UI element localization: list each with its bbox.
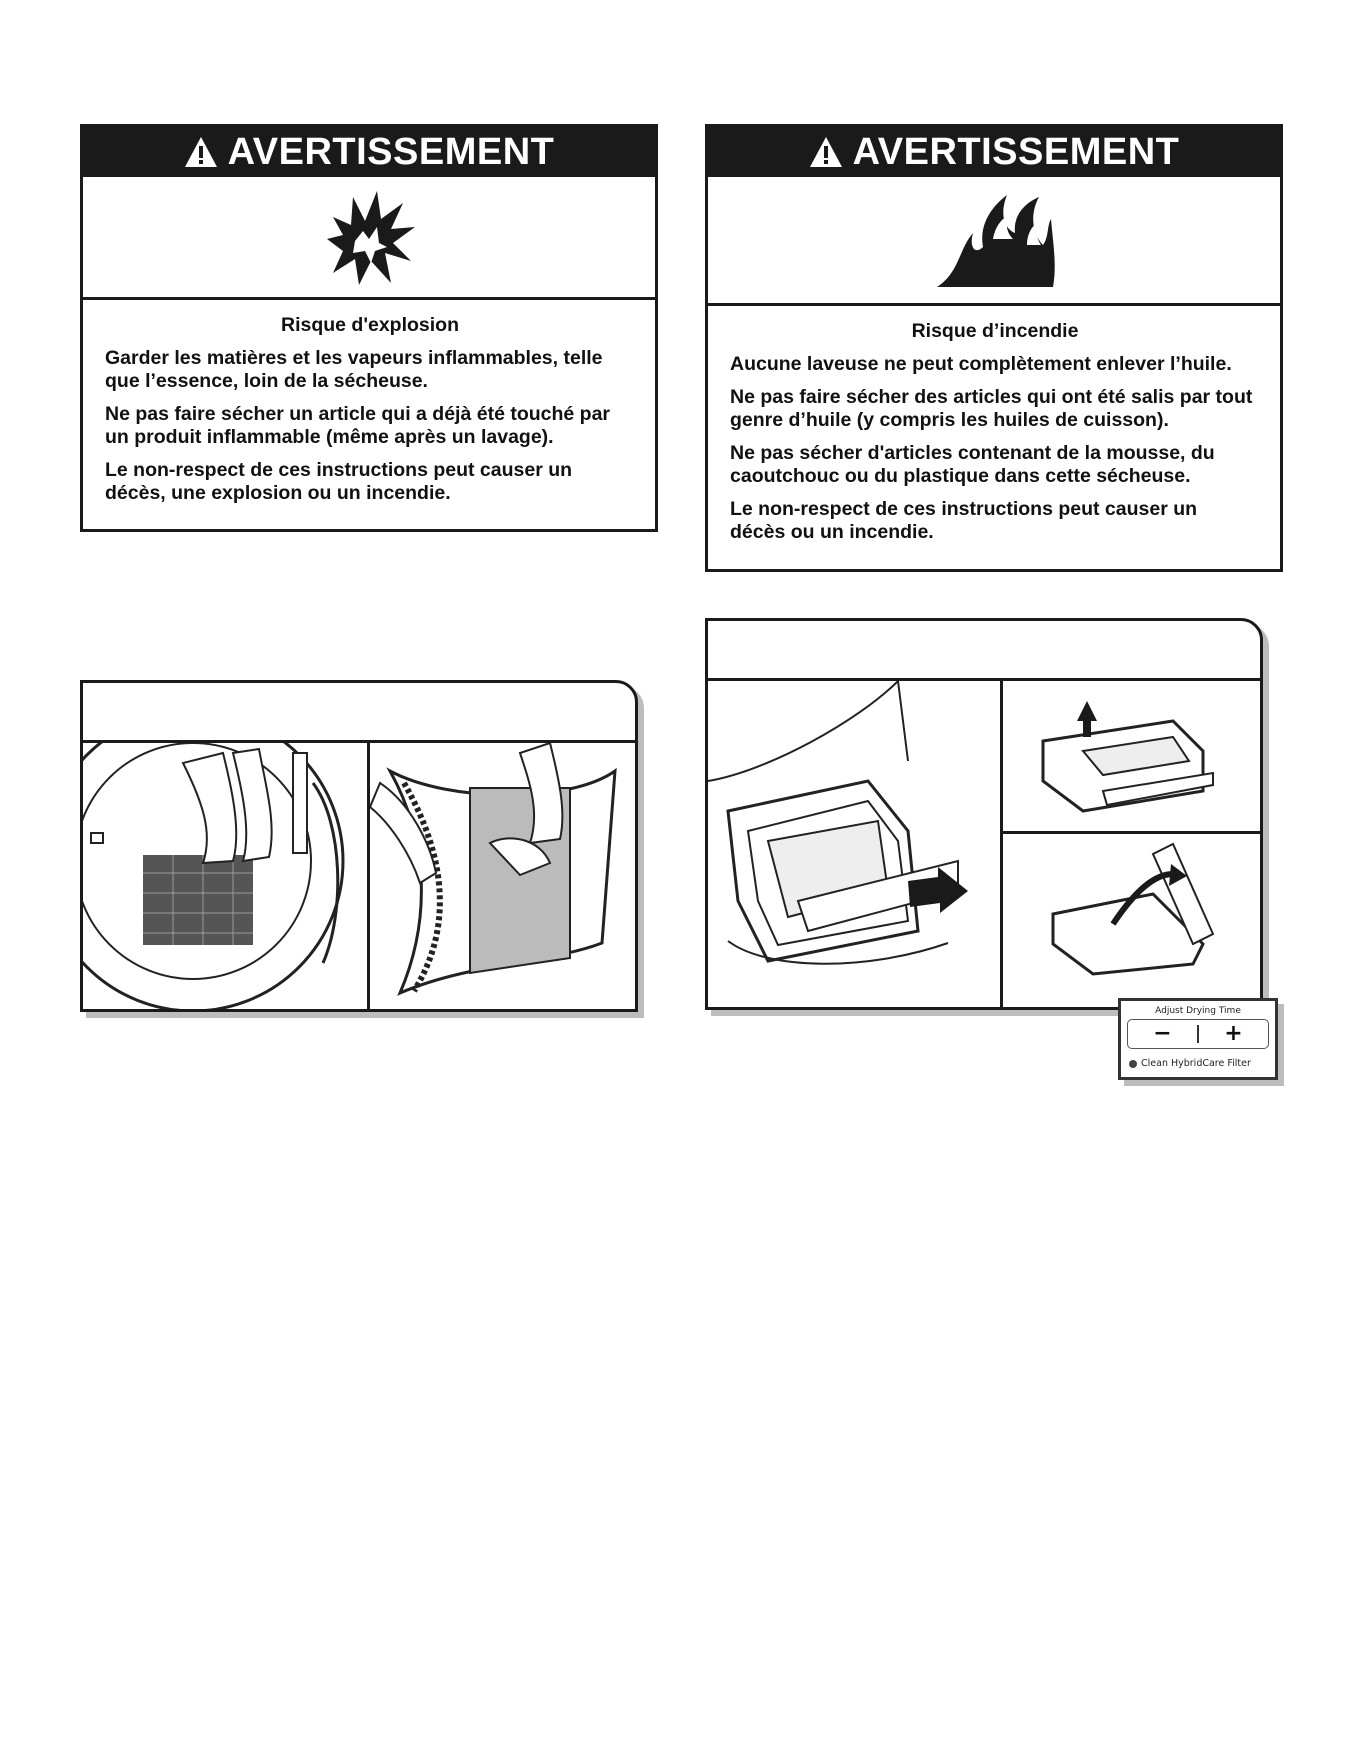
filter-open-image bbox=[1003, 834, 1260, 1007]
filter-lift-image bbox=[1003, 681, 1260, 834]
warning-paragraph: Le non-respect de ces instructions peut causer un décès, une explosion ou un incendie. bbox=[105, 459, 573, 504]
drying-time-buttons bbox=[1127, 1019, 1269, 1049]
adjust-drying-time-label: Adjust Drying Time bbox=[1155, 1006, 1241, 1016]
fire-icon bbox=[929, 185, 1059, 295]
explosion-icon bbox=[319, 187, 419, 287]
warning-title: AVERTISSEMENT bbox=[227, 130, 555, 173]
warning-box-fire bbox=[705, 124, 1283, 572]
warning-box-explosion bbox=[80, 124, 658, 532]
warning-header bbox=[708, 127, 1280, 177]
warning-paragraph: Ne pas faire sécher des articles qui ont été salis par tout genre d’huile (y compris les huiles de cuisson). bbox=[730, 386, 1253, 431]
hybridcare-filter-illustration-panel bbox=[705, 618, 1263, 1010]
control-panel-inset bbox=[1118, 998, 1278, 1080]
minus-button[interactable]: − bbox=[1153, 1021, 1172, 1046]
lint-filter-removal-image bbox=[83, 743, 370, 1009]
warning-icon-area bbox=[83, 177, 655, 300]
indicator-label: Clean HybridCare Filter bbox=[1141, 1058, 1251, 1069]
indicator-light-icon bbox=[1129, 1060, 1137, 1068]
warning-text bbox=[708, 306, 1280, 564]
warning-paragraph: Aucune laveuse ne peut complètement enlever l’huile. bbox=[730, 353, 1232, 375]
risk-label: Risque d’incendie bbox=[911, 320, 1079, 342]
warning-triangle-icon bbox=[809, 136, 843, 168]
warning-paragraph: Ne pas sécher d'articles contenant de la mousse, du caoutchouc ou du plastique dans cette sécheuse. bbox=[730, 442, 1215, 487]
risk-label: Risque d'explosion bbox=[281, 314, 459, 336]
panel-header-bar bbox=[708, 621, 1260, 681]
warning-triangle-icon bbox=[184, 136, 218, 168]
warning-paragraph: Ne pas faire sécher un article qui a déjà été touché par un produit inflammable (même après un lavage). bbox=[105, 403, 611, 448]
warning-header bbox=[83, 127, 655, 177]
plus-button[interactable]: + bbox=[1224, 1021, 1243, 1046]
lint-filter-cleaning-image bbox=[370, 743, 635, 1009]
warning-title: AVERTISSEMENT bbox=[852, 130, 1180, 173]
panel-header-bar bbox=[83, 683, 635, 743]
warning-text bbox=[83, 300, 655, 525]
lint-filter-illustration-panel bbox=[80, 680, 638, 1012]
clean-filter-indicator bbox=[1129, 1058, 1275, 1069]
warning-paragraph: Garder les matières et les vapeurs inflammables, telle que l’essence, loin de la sécheuse. bbox=[105, 347, 603, 392]
filter-drawer-pull-image bbox=[708, 681, 1003, 1007]
warning-icon-area bbox=[708, 177, 1280, 306]
warning-paragraph: Le non-respect de ces instructions peut causer un décès ou un incendie. bbox=[730, 498, 1198, 543]
